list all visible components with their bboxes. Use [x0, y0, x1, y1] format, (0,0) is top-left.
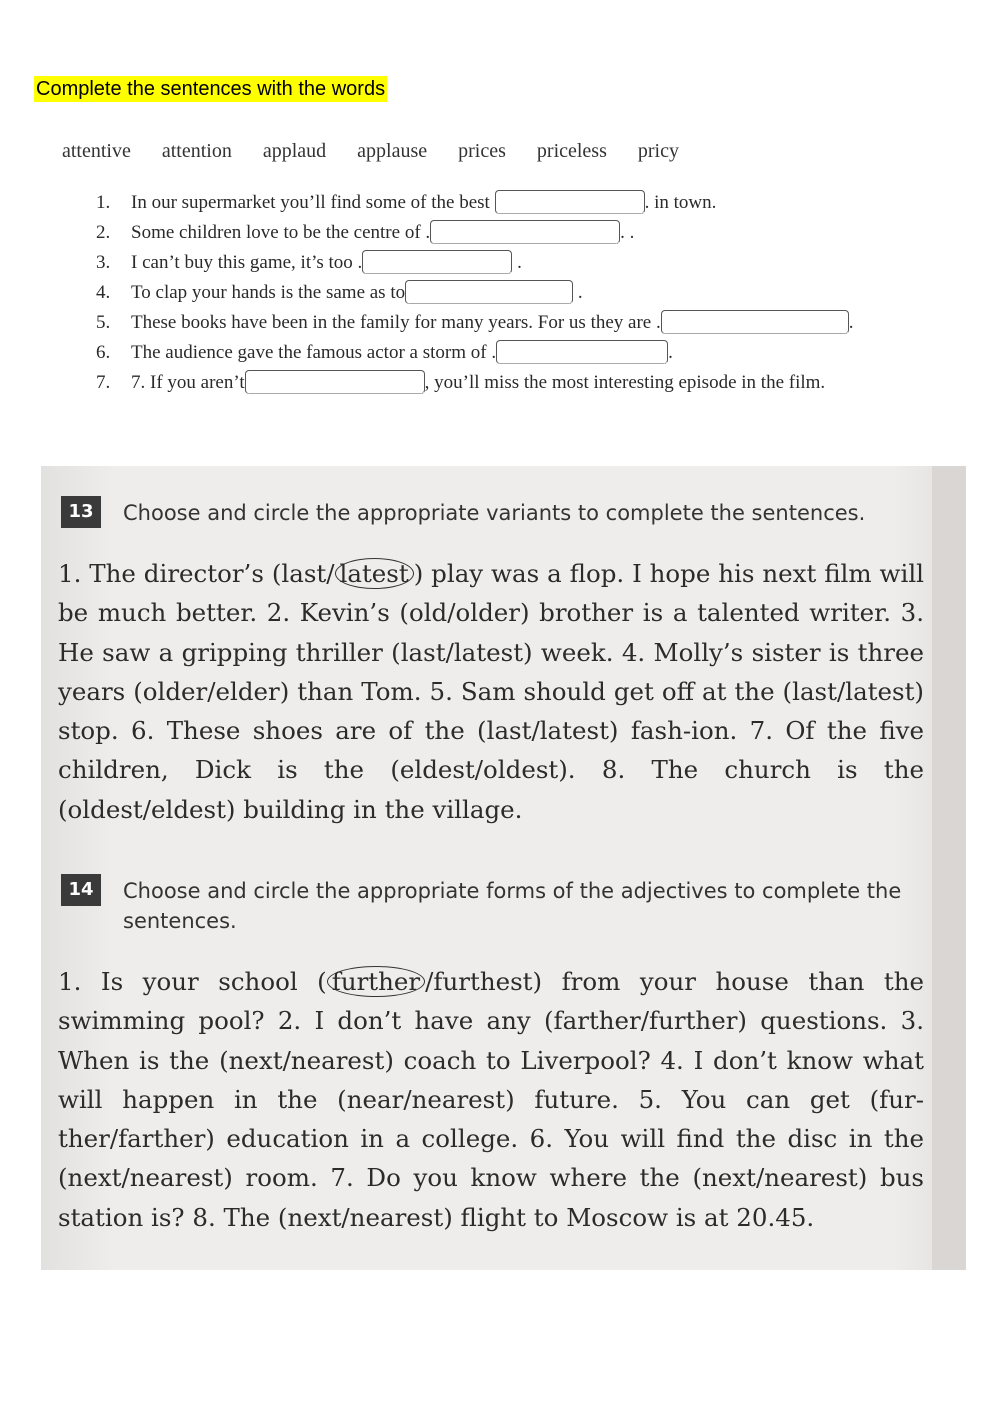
exercise-number-badge: 14	[61, 874, 101, 906]
answer-field[interactable]	[245, 370, 425, 394]
sentence-text: Some children love to be the centre of .	[131, 222, 431, 243]
exercise-line: 1. The director’s (last/	[58, 559, 335, 588]
exercise-paragraph: will be much better. 2. Kevin’s (old/older) brother is a talented writer. 3. He saw a gripping thriller (last/latest) week. 4. Molly’s sister is three years (older/elder) than Tom. 5. Sam should get off at the (last/latest) stop. 6. These shoes are of the (last/latest) fash-ion. 7. Of the five children, Dick is the (eldest/oldest). 8. The church is the (oldest/eldest) building in the village.	[58, 559, 924, 824]
sentence-row	[96, 308, 976, 338]
sentence-text: 7. If you aren’t	[131, 372, 245, 393]
sentence-text: The audience gave the famous actor a storm of .	[131, 342, 497, 363]
word-bank-item: attentive	[62, 140, 131, 162]
page-edge	[932, 466, 966, 1270]
sentence-text: To clap your hands is the same as to	[131, 282, 406, 303]
sentence-number: 6.	[96, 342, 111, 363]
sentence-row	[96, 278, 976, 308]
scanned-textbook-page	[41, 466, 966, 1270]
sentence-text: .	[573, 282, 583, 303]
sentence-number: 1.	[96, 192, 111, 213]
exercise-line: 1. Is your school (	[58, 967, 327, 996]
exercise-line: /furthest) from your house than the	[425, 967, 925, 996]
circled-answer: further	[327, 966, 425, 997]
sentence-text: These books have been in the family for many years. For us they are .	[131, 312, 661, 333]
answer-field[interactable]	[430, 220, 620, 244]
exercise-title: Choose and circle the appropriate forms of the adjectives to complete the sentences.	[123, 879, 902, 933]
answer-field[interactable]	[496, 340, 668, 364]
fill-in-exercise	[96, 188, 976, 398]
answer-field[interactable]	[495, 190, 645, 214]
sentence-number: 2.	[96, 222, 111, 243]
sentence-number: 3.	[96, 252, 111, 273]
circled-answer: latest	[335, 558, 414, 589]
answer-field[interactable]	[362, 250, 512, 274]
exercise-text	[58, 962, 924, 1237]
answer-field[interactable]	[405, 280, 573, 304]
exercise-line: ) play was a flop. I hope his next film	[413, 559, 872, 588]
sentence-text: I can’t buy this game, it’s too .	[131, 252, 363, 273]
word-bank-item: prices	[458, 140, 506, 162]
sentence-row	[96, 248, 976, 278]
sentence-text: .	[668, 342, 673, 363]
exercise-paragraph: swimming pool? 2. I don’t have any (farther/further) questions. 3. When is the (next/nearest) coach to Liverpool? 4. I don’t know what will happen in the (near/nearest) future. 5. You can get (fur-ther/farther) education in a college. 6. You will find the disc in the (next/nearest) room. 7. Do you know where the (next/nearest) bus station is? 8. The (next/nearest) flight to Moscow is at 20.45.	[58, 1006, 924, 1232]
sentence-text: In our supermarket you’ll find some of the best	[131, 192, 490, 213]
sentence-text: . .	[620, 222, 635, 243]
sentence-text: .	[512, 252, 522, 273]
sentence-text: . in town.	[644, 192, 717, 213]
sentence-text: .	[848, 312, 854, 333]
sentence-text: , you’ll miss the most interesting episode in the film.	[424, 372, 826, 393]
word-bank-item: applaud	[262, 140, 327, 162]
sentence-number: 5.	[96, 312, 111, 333]
word-bank-item: applause	[357, 140, 428, 162]
sentence-row	[96, 368, 976, 398]
sentence-number: 7.	[96, 372, 111, 393]
sentence-row	[96, 188, 976, 218]
exercise-text	[58, 554, 924, 829]
answer-field[interactable]	[661, 310, 849, 334]
instruction-heading: Complete the sentences with the words	[36, 78, 386, 100]
sentence-row	[96, 218, 976, 248]
sentence-row	[96, 338, 976, 368]
word-bank	[62, 140, 705, 163]
word-bank-item: attention	[161, 140, 232, 162]
sentence-number: 4.	[96, 282, 111, 303]
exercise-title: Choose and circle the appropriate variants to complete the sentences.	[123, 501, 866, 525]
word-bank-item: pricy	[637, 140, 679, 162]
exercise-number-badge: 13	[61, 496, 101, 528]
word-bank-item: priceless	[536, 140, 607, 162]
